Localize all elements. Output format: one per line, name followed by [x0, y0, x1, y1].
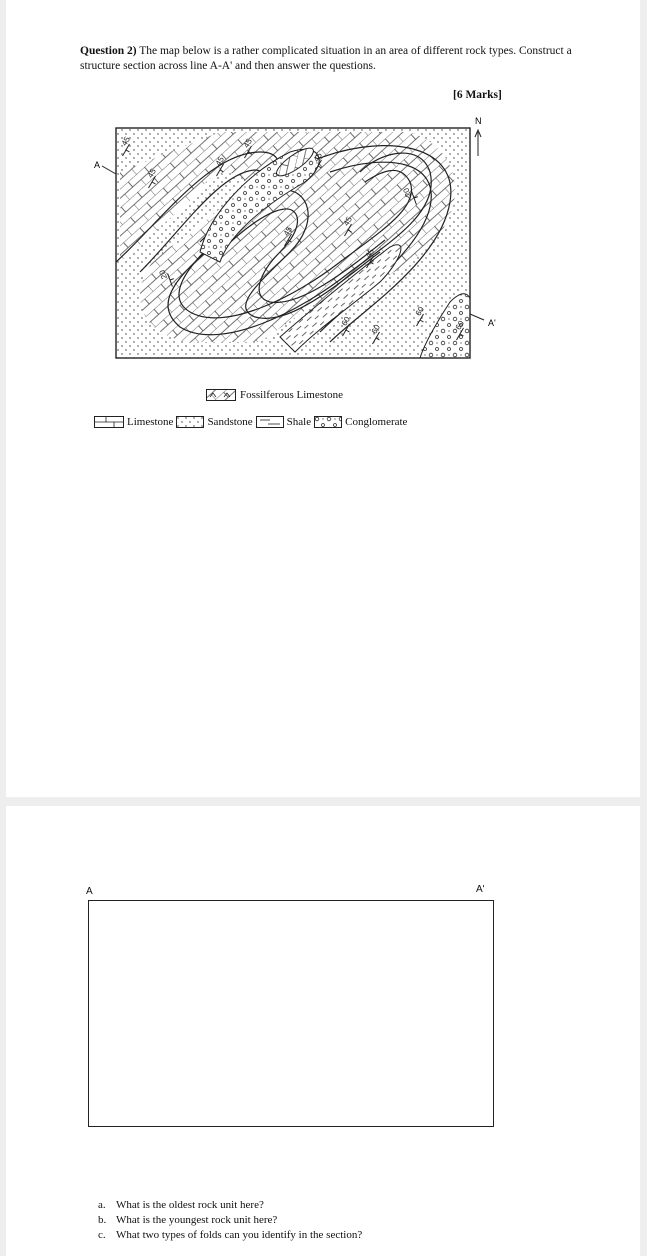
legend-conglomerate [314, 416, 407, 428]
legend-limestone [94, 416, 173, 428]
worksheet-page-2 [6, 806, 640, 1256]
legend-shale [256, 416, 311, 428]
cross-section-box[interactable] [88, 900, 494, 1127]
legend-row [94, 416, 410, 428]
legend-limestone-label: Limestone [127, 416, 174, 428]
limestone-swatch-icon [94, 416, 124, 428]
svg-text:60: 60 [369, 323, 382, 336]
svg-text:45: 45 [341, 215, 354, 228]
map-point-a: A [94, 160, 101, 170]
question-item: c. What two types of folds can you identify in the section? [98, 1229, 363, 1241]
svg-text:20: 20 [401, 186, 413, 199]
legend-fossiliferous [206, 389, 343, 401]
legend-fossiliferous-label: Fossilferous Limestone [240, 389, 343, 401]
legend-sandstone-label: Sandstone [207, 416, 253, 428]
svg-text:45: 45 [119, 135, 132, 148]
north-label: N [475, 116, 482, 126]
question-text: The map below is a rather complicated situation in an area of different rock types. Construct a structure section across line A-A' and then answer the questions. [80, 45, 572, 72]
question-heading [80, 44, 590, 74]
conglomerate-swatch-icon [314, 416, 342, 428]
svg-text:45: 45 [213, 155, 226, 168]
svg-text:20: 20 [157, 268, 169, 281]
svg-text:45: 45 [241, 137, 254, 150]
svg-text:60: 60 [339, 315, 352, 328]
question-label: Question 2) [80, 45, 137, 57]
svg-text:60: 60 [453, 319, 466, 332]
svg-text:45: 45 [363, 247, 376, 260]
geologic-map [80, 112, 510, 367]
legend-shale-label: Shale [286, 416, 312, 428]
shale-swatch-icon [256, 416, 284, 428]
svg-text:45: 45 [281, 225, 294, 238]
svg-text:45: 45 [311, 151, 324, 164]
legend-sandstone [176, 416, 252, 428]
question-item: a. What is the oldest rock unit here? [98, 1199, 264, 1211]
legend-conglomerate-label: Conglomerate [345, 416, 408, 428]
marks-label: [6 Marks] [453, 89, 502, 101]
question-item: b. What is the youngest rock unit here? [98, 1214, 278, 1226]
worksheet-page-1 [6, 0, 640, 797]
section-label-a-prime: A' [476, 884, 485, 895]
sandstone-swatch-icon [176, 416, 204, 428]
svg-text:45: 45 [145, 167, 158, 180]
question-list [98, 1198, 362, 1243]
section-label-a: A [86, 886, 93, 897]
fossiliferous-swatch-icon [206, 389, 236, 401]
map-point-a-prime: A' [488, 318, 496, 328]
svg-text:60: 60 [413, 305, 426, 318]
